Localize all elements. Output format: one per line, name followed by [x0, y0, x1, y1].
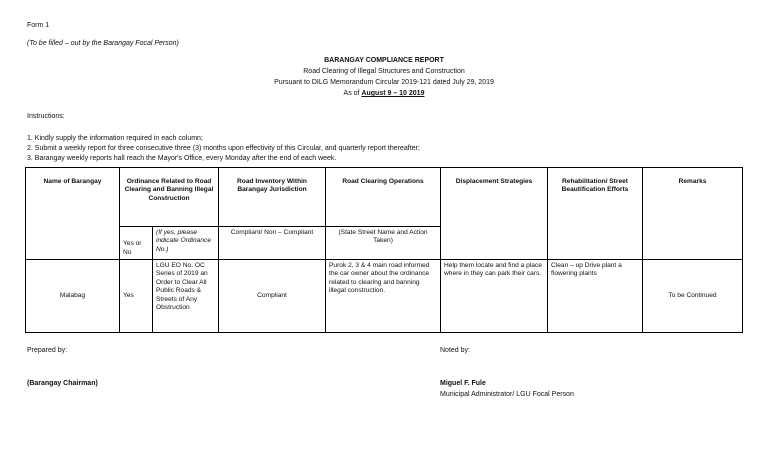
cell-ordinance-no: LGU EO No. OC Series of 2019 an Order to Clear All Public Roads & Streets of Any Obstruction	[153, 260, 219, 333]
report-as-of	[0, 90, 768, 97]
header-ordinance: Ordinance Related to Road Clearing and Banning Illegal Construction	[120, 168, 219, 227]
cell-remarks: To be Continued	[643, 260, 743, 333]
report-pursuant: Pursuant to DILG Memorandum Circular 2019-121 dated July 29, 2019	[274, 79, 494, 86]
instruction-item: 3. Barangay weekly reports hall reach the Mayor's Office, every Monday after the end of each week.	[27, 155, 337, 162]
header-ordinance-note: (If yes, please indicate Ordinance No.)	[153, 227, 219, 260]
header-operations-sub: (State Street Name and Action Taken)	[326, 227, 441, 260]
header-displacement: Displacement Strategies	[441, 168, 548, 260]
instruction-item: 2. Submit a weekly report for three consecutive three (3) months upon effectivity of this Circular, and quarterly report thereafter;	[27, 145, 420, 152]
noter-title: Municipal Administrator/ LGU Focal Person	[440, 391, 574, 398]
header-operations: Road Clearing Operations	[326, 168, 441, 227]
fill-note: (To be filled – out by the Barangay Focal Person)	[27, 40, 179, 47]
compliance-table	[25, 167, 743, 333]
table-row	[26, 260, 743, 333]
instruction-item: 1. Kindly supply the information required in each column;	[27, 135, 203, 142]
report-title: BARANGAY COMPLIANCE REPORT	[324, 57, 444, 64]
noted-by-label: Noted by:	[440, 347, 470, 354]
cell-yes-no: Yes	[120, 260, 153, 333]
instructions-heading: Instructions:	[27, 113, 65, 120]
chairman-label: (Barangay Chairman)	[27, 380, 98, 387]
report-subtitle: Road Clearing of Illegal Structures and Construction	[303, 68, 465, 75]
form-label: Form 1	[27, 22, 50, 29]
cell-operations: Purok 2, 3 & 4 main road informed the car owner about the ordinance related to clearing and banning illegal construction.	[326, 260, 441, 333]
cell-inventory: Compliant	[219, 260, 326, 333]
as-of-date: August 9 – 10 2019	[361, 90, 425, 97]
cell-barangay: Malabag	[26, 260, 120, 333]
header-yes-no: Yes or No	[120, 227, 153, 260]
cell-rehab: Clean – up Drive plant a flowering plants	[548, 260, 643, 333]
prepared-by-label: Prepared by:	[27, 347, 68, 354]
cell-displacement: Help them locate and find a place where in they can park their cars.	[441, 260, 548, 333]
noter-name: Miguel F. Fule	[440, 380, 486, 387]
header-remarks: Remarks	[643, 168, 743, 260]
as-of-prefix: As of	[343, 90, 362, 97]
header-rehab: Rehabilitation/ Street Beautification Efforts	[548, 168, 643, 260]
header-barangay: Name of Barangay	[26, 168, 120, 260]
header-inventory: Road Inventory Within Barangay Jurisdiction	[219, 168, 326, 227]
header-inventory-sub: Compliant/ Non – Compliant	[219, 227, 326, 260]
